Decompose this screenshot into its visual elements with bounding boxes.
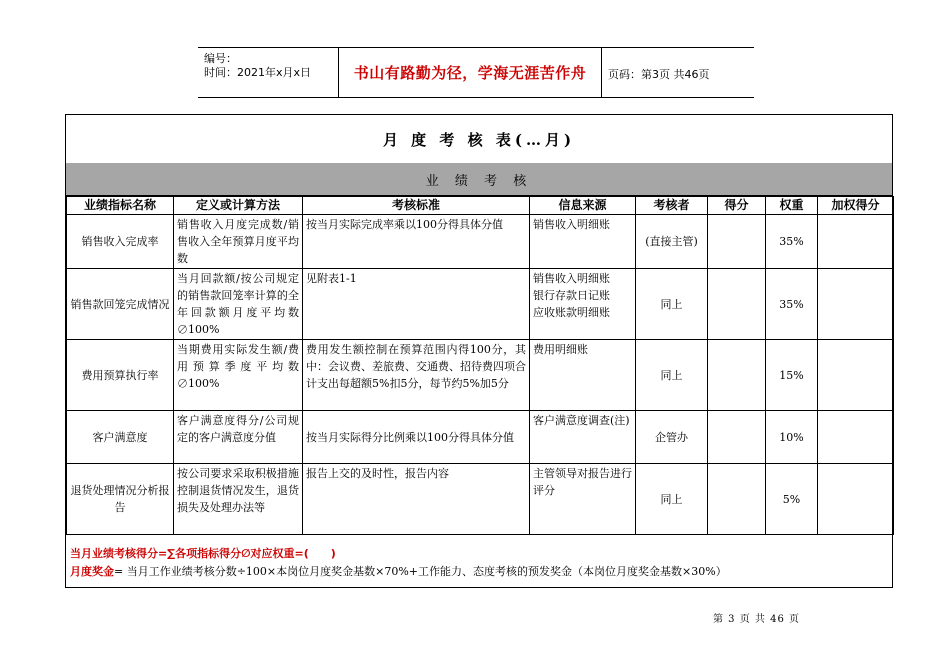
table-row (67, 464, 894, 535)
bonus-label: 月度奖金 (70, 565, 114, 578)
cell-weight: 15% (766, 340, 818, 411)
cell-source: 销售收入明细账 (530, 215, 636, 269)
header-meta (198, 48, 338, 97)
cell-score[interactable] (708, 464, 766, 535)
cell-definition: 当期费用实际发生额/费用预算季度平均数∅100% (174, 340, 303, 411)
col-header: 考核标准 (303, 197, 530, 215)
page-footer: 第 3 页 共 46 页 (713, 614, 800, 625)
cell-standard: 按当月实际得分比例乘以100分得具体分值 (303, 411, 530, 464)
table-row (67, 215, 894, 269)
table-row (67, 269, 894, 340)
cell-standard: 按当月实际完成率乘以100分得具体分值 (303, 215, 530, 269)
cell-name: 退货处理情况分析报告 (67, 464, 174, 535)
cell-weighted[interactable] (818, 411, 894, 464)
cell-name: 销售收入完成率 (67, 215, 174, 269)
cell-score[interactable] (708, 340, 766, 411)
cell-standard: 见附表1-1 (303, 269, 530, 340)
table-row (67, 340, 894, 411)
cell-source: 主管领导对报告进行评分 (530, 464, 636, 535)
cell-weight: 10% (766, 411, 818, 464)
cell-score[interactable] (708, 215, 766, 269)
motto: 书山有路勤为径，学海无涯苦作舟 (338, 48, 602, 97)
col-header: 得分 (708, 197, 766, 215)
table-header-row (67, 197, 894, 215)
bonus-formula (70, 563, 727, 581)
cell-definition: 按公司要求采取积极措施控制退货情况发生，退货损失及处理办法等 (174, 464, 303, 535)
cell-weight: 35% (766, 269, 818, 340)
cell-source: 销售收入明细账 银行存款日记账 应收账款明细账 (530, 269, 636, 340)
col-header: 信息来源 (530, 197, 636, 215)
cell-assessor: 企管办 (636, 411, 708, 464)
bonus-text: = 当月工作业绩考核分数÷100×本岗位月度奖金基数×70%+工作能力、态度考核的预发奖金（本岗位月度奖金基数×30%） (114, 565, 727, 578)
cell-score[interactable] (708, 269, 766, 340)
page-info: 页码：第3页 共46页 (608, 68, 710, 81)
number-label: 编号： (204, 52, 237, 65)
cell-definition: 客户满意度得分/公司规定的客户满意度分值 (174, 411, 303, 464)
form-footnotes (70, 545, 727, 581)
section-heading: 业 绩 考 核 (66, 163, 892, 196)
cell-assessor: 同上 (636, 464, 708, 535)
col-header: 业绩指标名称 (67, 197, 174, 215)
cell-score[interactable] (708, 411, 766, 464)
cell-assessor: (直接主管) (636, 215, 708, 269)
col-header: 加权得分 (818, 197, 894, 215)
assessment-form (65, 114, 893, 588)
cell-definition: 销售收入月度完成数/销售收入全年预算月度平均数 (174, 215, 303, 269)
form-title: 月 度 考 核 表(…月) (66, 115, 892, 164)
cell-weight: 35% (766, 215, 818, 269)
cell-standard: 报告上交的及时性，报告内容 (303, 464, 530, 535)
cell-weighted[interactable] (818, 215, 894, 269)
performance-table (66, 196, 894, 535)
cell-source: 客户满意度调查(注) (530, 411, 636, 464)
document-header (198, 47, 754, 98)
cell-name: 费用预算执行率 (67, 340, 174, 411)
cell-weight: 5% (766, 464, 818, 535)
cell-weighted[interactable] (818, 340, 894, 411)
col-header: 权重 (766, 197, 818, 215)
col-header: 定义或计算方法 (174, 197, 303, 215)
cell-name: 客户满意度 (67, 411, 174, 464)
table-row (67, 411, 894, 464)
cell-standard: 费用发生额控制在预算范围内得100分，其中：会议费、差旅费、交通费、招待费四项合计支出每超额5%扣5分，每节约5%加5分 (303, 340, 530, 411)
time-label: 时间：2021年x月x日 (204, 66, 312, 79)
cell-weighted[interactable] (818, 269, 894, 340)
col-header: 考核者 (636, 197, 708, 215)
cell-definition: 当月回款额/按公司规定的销售款回笼率计算的全年回款额月度平均数∅100% (174, 269, 303, 340)
cell-name: 销售款回笼完成情况 (67, 269, 174, 340)
cell-source: 费用明细账 (530, 340, 636, 411)
cell-assessor: 同上 (636, 269, 708, 340)
cell-weighted[interactable] (818, 464, 894, 535)
total-score-formula: 当月业绩考核得分=∑各项指标得分∅对应权重=( ) (70, 547, 336, 560)
cell-assessor: 同上 (636, 340, 708, 411)
